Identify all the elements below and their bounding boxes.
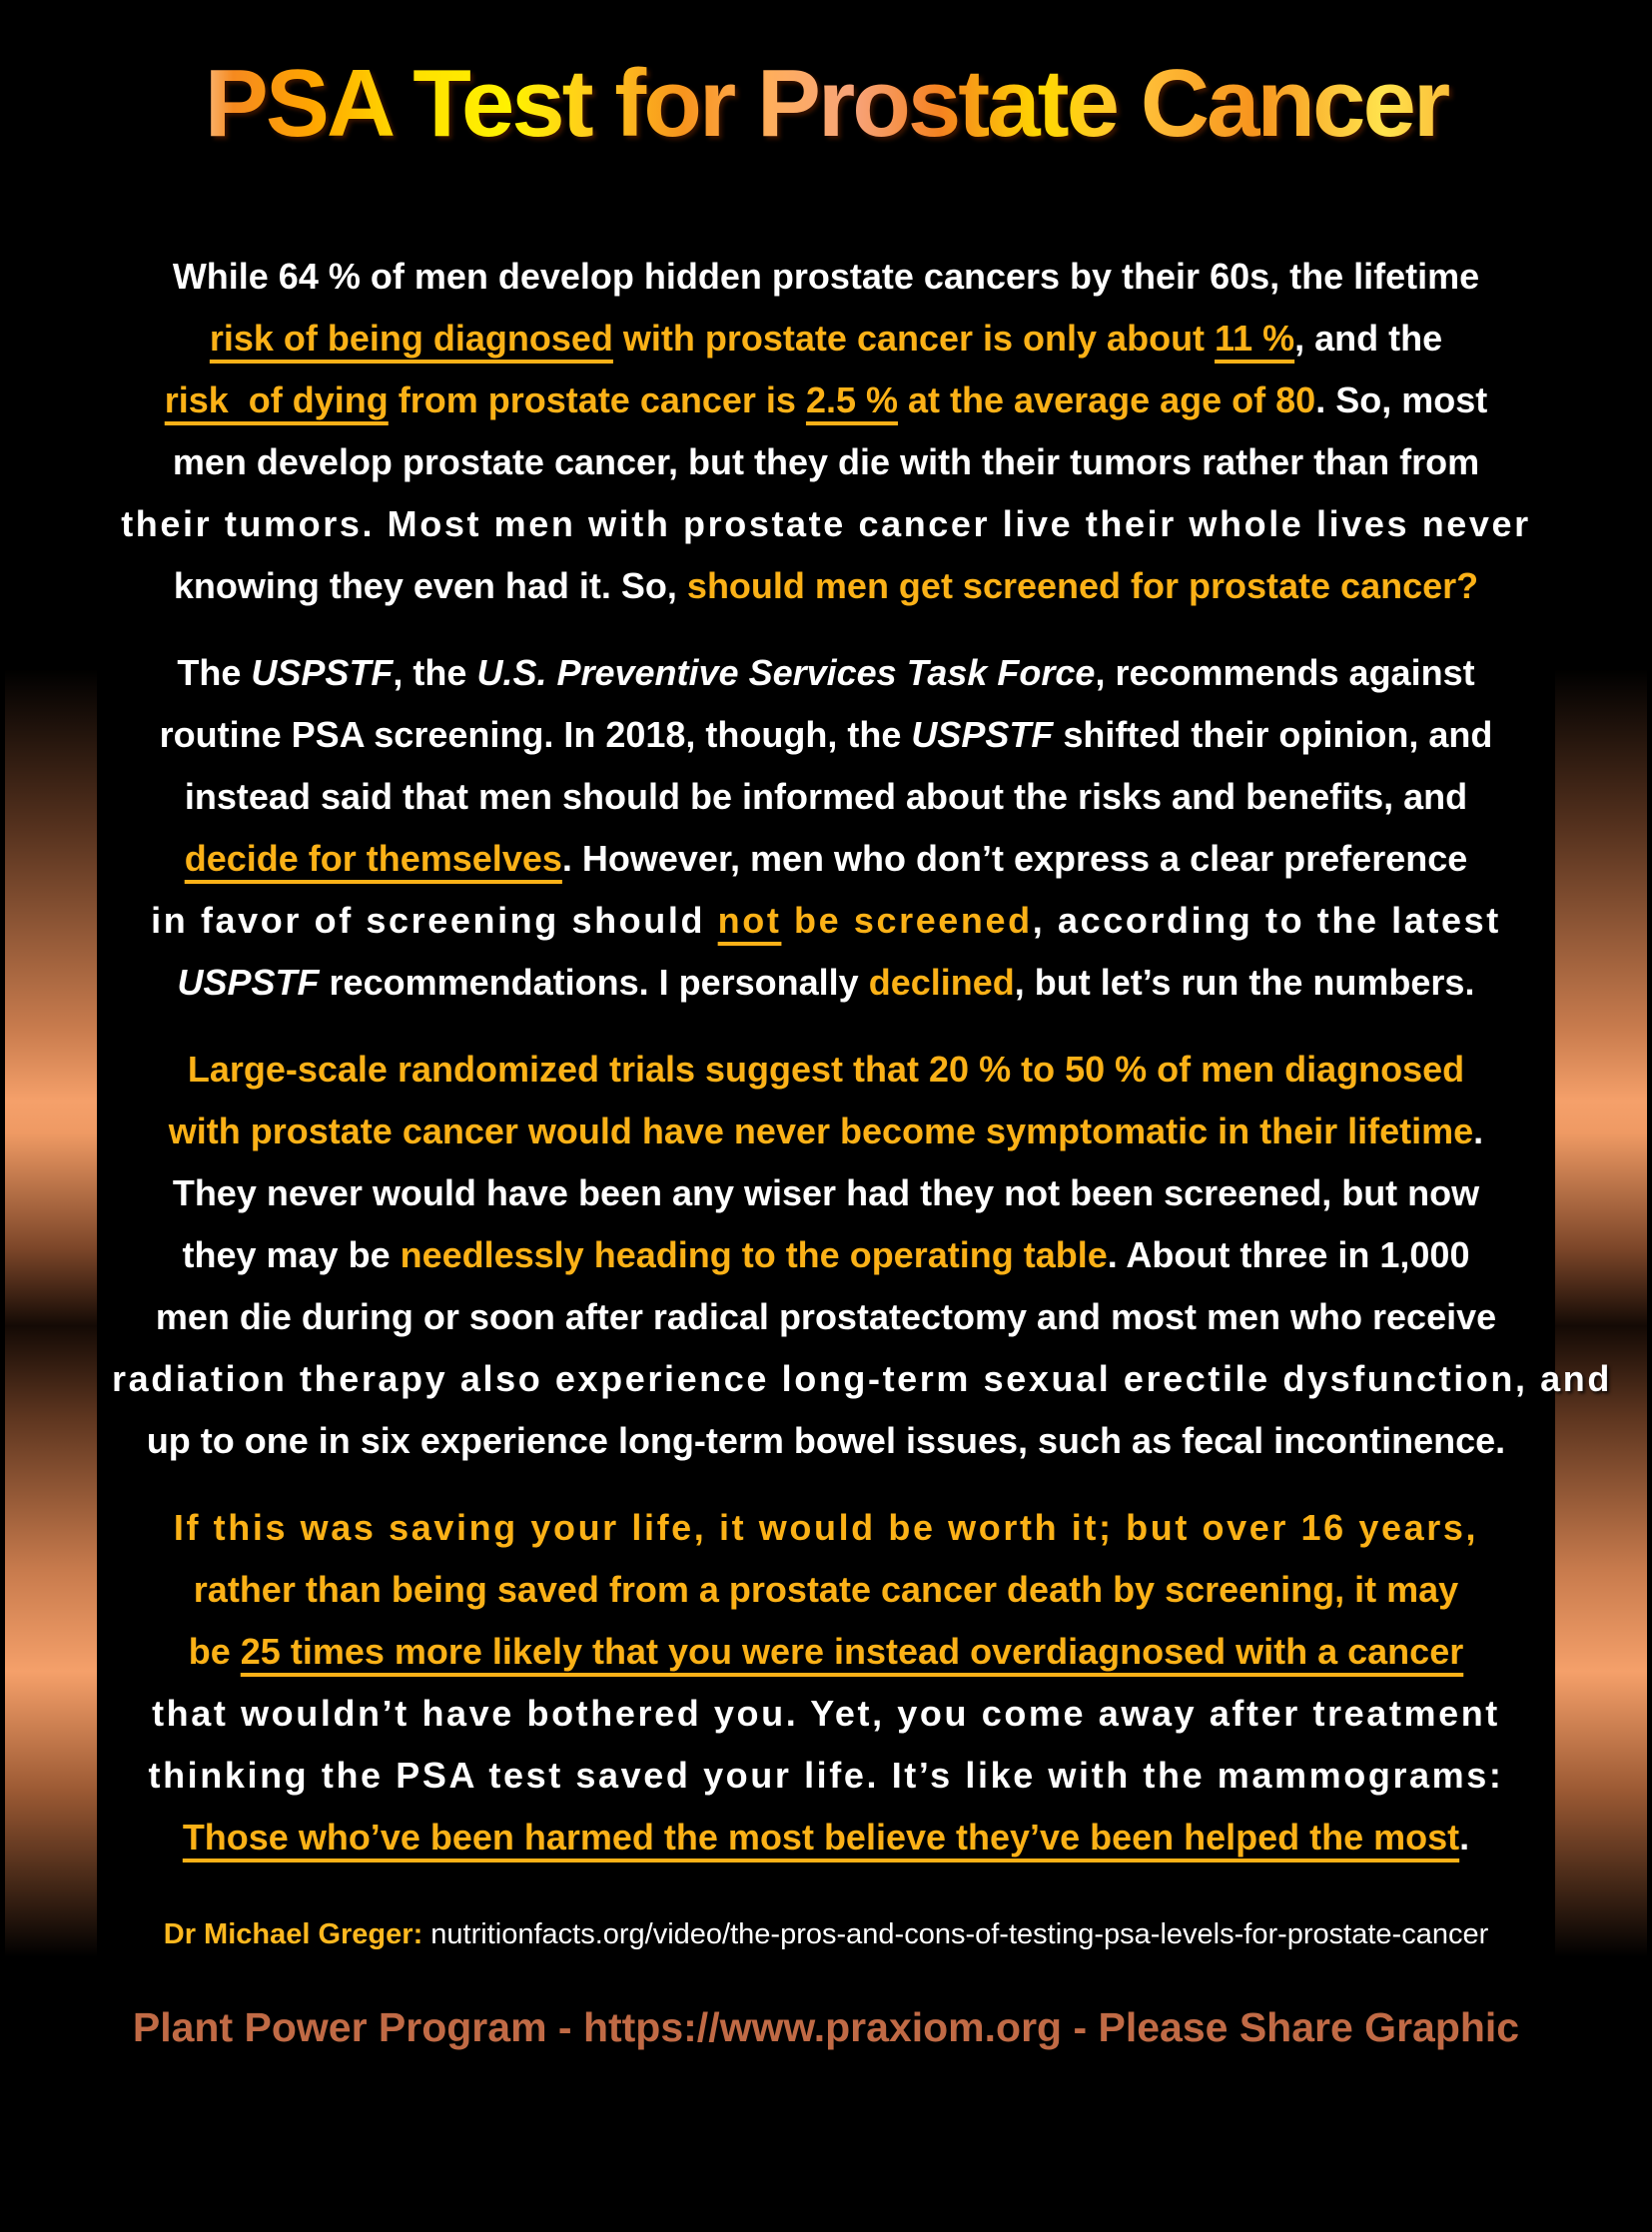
text-line: [112, 1410, 1540, 1472]
text-line: [112, 1745, 1540, 1807]
text-line: [112, 704, 1540, 766]
text-segment: . So, most: [1315, 378, 1488, 420]
text-line: [112, 308, 1540, 370]
text-segment: The: [177, 651, 252, 693]
highlighted-underlined-text: not: [717, 899, 782, 941]
paragraph: [112, 1497, 1540, 1868]
highlighted-underlined-text: decide for themselves: [184, 837, 562, 879]
text-segment: , the: [393, 651, 477, 693]
text-segment: be: [188, 1630, 241, 1672]
text-segment: be screened: [781, 899, 1033, 941]
text-line: [112, 370, 1540, 431]
credit-author: Dr Michael Greger:: [163, 1917, 431, 1950]
text-segment: thinking the PSA test saved your life. It’s like with the mammograms:: [148, 1754, 1504, 1796]
text-segment: USPSTF: [251, 651, 394, 693]
text-line: [112, 1497, 1540, 1559]
text-line: [112, 1807, 1540, 1868]
highlighted-underlined-text: 25 times more likely that you were instead overdiagnosed with a cancer: [240, 1630, 1464, 1672]
text-segment: , recommends against: [1095, 651, 1475, 693]
text-line: [112, 828, 1540, 890]
text-line: [112, 246, 1540, 308]
text-line: [112, 952, 1540, 1014]
text-segment: they may be: [182, 1233, 401, 1275]
copper-glow-right: [1555, 669, 1647, 1957]
text-segment: routine PSA screening. In 2018, though, the: [159, 713, 912, 755]
text-segment: with prostate cancer would have never become symptomatic in their lifetime: [168, 1110, 1474, 1151]
highlighted-underlined-text: 11 %: [1215, 317, 1295, 359]
credit-video-url: nutritionfacts.org/video/the-pros-and-cons-of-testing-psa-levels-for-prostate-cancer: [430, 1917, 1489, 1950]
text-segment: knowing they even had it. So,: [173, 564, 687, 606]
text-segment: If this was saving your life, it would be worth it; but over 16 years,: [173, 1506, 1479, 1548]
text-line: [112, 642, 1540, 704]
text-segment: instead said that men should be informed about the risks and benefits, and: [184, 775, 1468, 817]
text-line: [112, 431, 1540, 493]
paragraph: [112, 1039, 1612, 1472]
text-segment: . About three in 1,000: [1107, 1233, 1470, 1275]
copper-glow-left: [5, 669, 97, 1957]
text-segment: , but let’s run the numbers.: [1014, 961, 1475, 1003]
text-segment: their tumors. Most men with prostate cancer live their whole lives never: [121, 502, 1531, 544]
body-text: [112, 246, 1612, 1868]
text-segment: that wouldn’t have bothered you. Yet, you come away after treatment: [152, 1692, 1500, 1734]
text-line: [112, 1224, 1540, 1286]
text-line: [112, 1348, 1612, 1410]
highlighted-underlined-text: Those who’ve been harmed the most believe they’ve been helped the most: [182, 1816, 1460, 1858]
text-segment: rather than being saved from a prostate cancer death by screening, it may: [193, 1568, 1459, 1610]
text-segment: recommendations. I personally: [319, 961, 869, 1003]
text-line: [112, 493, 1540, 555]
text-segment: in favor of screening should: [151, 899, 718, 941]
highlighted-underlined-text: 2.5 %: [805, 378, 899, 420]
text-line: [112, 1621, 1540, 1683]
text-segment: They never would have been any wiser had they not been screened, but now: [172, 1171, 1480, 1213]
text-line: [112, 1683, 1540, 1745]
text-segment: at the average age of 80: [898, 378, 1316, 420]
text-segment: shifted their opinion, and: [1053, 713, 1493, 755]
text-segment: , and the: [1294, 317, 1443, 359]
text-line: [112, 1559, 1540, 1621]
text-line: [112, 890, 1540, 952]
text-line: [112, 1039, 1540, 1101]
text-line: [112, 1101, 1540, 1162]
page-title: PSA Test for Prostate Cancer: [112, 50, 1540, 158]
text-segment: USPSTF: [177, 961, 320, 1003]
text-segment: needlessly heading to the operating table: [400, 1233, 1108, 1275]
text-segment: U.S. Preventive Services Task Force: [476, 651, 1096, 693]
highlighted-underlined-text: risk of being diagnosed: [209, 317, 613, 359]
text-segment: men die during or soon after radical prostatectomy and most men who receive: [155, 1295, 1497, 1337]
highlighted-underlined-text: risk of dying: [164, 378, 389, 420]
text-line: [112, 1286, 1540, 1348]
text-segment: with prostate cancer is only about: [612, 317, 1216, 359]
text-segment: radiation therapy also experience long-term sexual erectile dysfunction, and: [112, 1357, 1612, 1399]
footer-share-line: Plant Power Program - https://www.praxiom.org - Please Share Graphic: [132, 2003, 1520, 2050]
infographic-page: [0, 50, 1652, 2232]
text-line: [112, 555, 1540, 617]
paragraph: [112, 246, 1540, 617]
text-segment: .: [1459, 1816, 1470, 1858]
text-segment: up to one in six experience long-term bowel issues, such as fecal incontinence.: [146, 1419, 1506, 1461]
text-segment: USPSTF: [911, 713, 1054, 755]
credit-line: [112, 1914, 1540, 1954]
text-segment: men develop prostate cancer, but they die with their tumors rather than from: [172, 440, 1480, 482]
text-segment: .: [1473, 1110, 1484, 1151]
text-segment: Large-scale randomized trials suggest that 20 % to 50 % of men diagnosed: [187, 1048, 1465, 1090]
text-segment: declined: [868, 961, 1015, 1003]
text-segment: . However, men who don’t express a clear preference: [561, 837, 1468, 879]
paragraph: [112, 642, 1540, 1014]
text-segment: should men get screened for prostate cancer?: [686, 564, 1479, 606]
text-segment: from prostate cancer is: [388, 378, 806, 420]
text-line: [112, 1162, 1540, 1224]
text-segment: , according to the latest: [1032, 899, 1501, 941]
content-column: [112, 50, 1612, 2051]
text-line: [112, 766, 1540, 828]
text-segment: While 64 % of men develop hidden prostate cancers by their 60s, the lifetime: [172, 255, 1480, 297]
